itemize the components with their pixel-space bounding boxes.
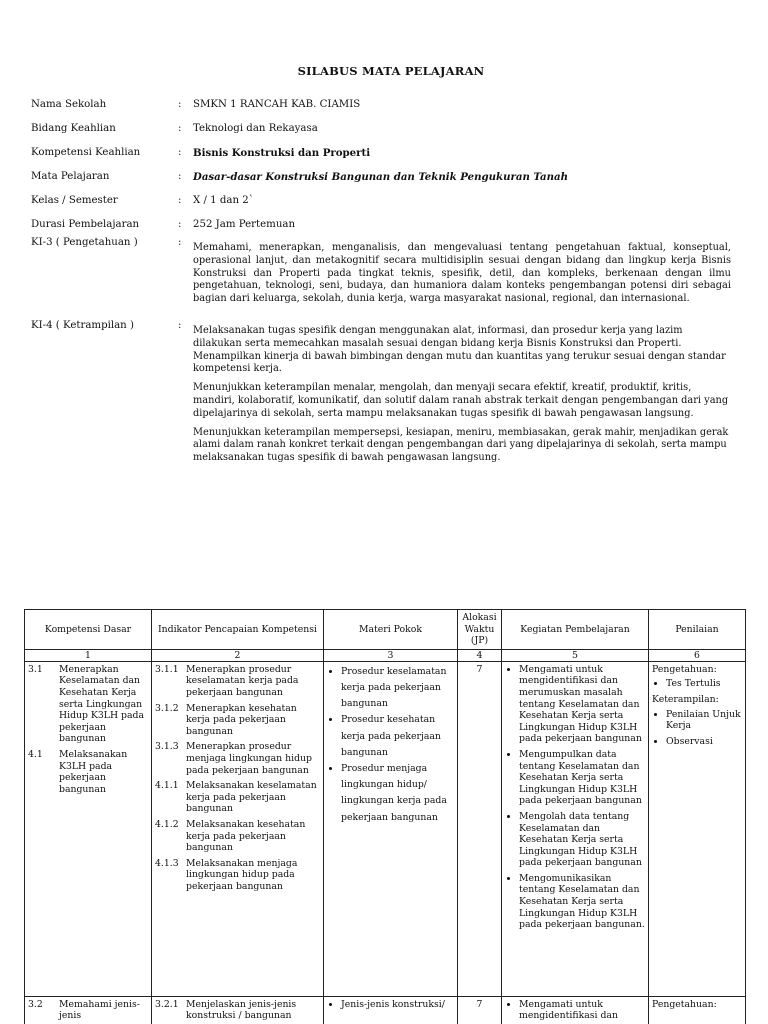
- info-value: X / 1 dan 2`: [193, 195, 254, 206]
- cell-kompetensi-dasar: [25, 661, 152, 996]
- kd-number: 3.1: [28, 663, 43, 675]
- list-item: • Mengomunikasikan tentang Keselamatan dan Kesehatan Kerja serta Lingkungan Hidup K3LH pada pekerjaan bangunan.: [519, 873, 645, 931]
- indicator-text: Melaksanakan menjaga lingkungan hidup pada pekerjaan bangunan: [186, 857, 298, 892]
- kd-item: [28, 999, 148, 1022]
- cell-penilaian: [649, 661, 746, 996]
- document-title: SILABUS MATA PELAJARAN: [297, 64, 485, 78]
- ki4-paragraph: Menunjukkan keterampilan mempersepsi, kesiapan, meniru, membiasakan, gerak mahir, menjadikan gerak alami dalam ranah konkret terkait dengan pengembangan dari yang dipelajarinya di sekolah, serta mampu melaksanakan tugas spesifik di bawah pengawasan langsung.: [193, 426, 729, 464]
- list-item: • Prosedur menjaga lingkungan hidup/ lingkungan kerja pada pekerjaan bangunan: [341, 761, 454, 826]
- kegiatan-list: [505, 664, 645, 931]
- table-row: [25, 996, 746, 1024]
- indicator-number: 4.1.2: [155, 818, 179, 830]
- info-value: Dasar-dasar Konstruksi Bangunan dan Teknik Pengukuran Tanah: [193, 171, 569, 183]
- indicator-number: 3.1.2: [155, 702, 179, 714]
- info-colon: :: [178, 237, 182, 248]
- cell-alokasi-waktu: 7: [458, 996, 502, 1024]
- materi-list: [327, 999, 454, 1011]
- cell-penilaian: [649, 996, 746, 1024]
- indicator-number: 3.1.3: [155, 741, 179, 753]
- ki3-text: [193, 242, 731, 312]
- penilaian-pengetahuan-list: [652, 678, 742, 690]
- list-item: • Penilaian Unjuk Kerja: [666, 709, 742, 732]
- info-label: Nama Sekolah: [31, 99, 107, 110]
- header-materi-pokok: Materi Pokok: [324, 610, 458, 650]
- cell-kegiatan: [502, 661, 649, 996]
- indicator-item: [155, 819, 320, 854]
- header-alokasi-waktu: Alokasi Waktu (JP): [458, 610, 502, 650]
- table-header-row: [25, 610, 746, 650]
- list-item: • Prosedur keselamatan kerja pada pekerjaan bangunan: [341, 664, 454, 713]
- kd-text: Melaksanakan K3LH pada pekerjaan bangunan: [59, 748, 128, 795]
- info-colon: :: [178, 219, 182, 230]
- penilaian-pengetahuan-label: Pengetahuan:: [652, 998, 717, 1010]
- header-kompetensi-dasar: Kompetensi Dasar: [25, 610, 152, 650]
- kd-text: Memahami jenis-jenis: [59, 998, 140, 1022]
- indicator-number: 3.2.1: [155, 998, 179, 1010]
- cell-indikator: [152, 661, 324, 996]
- table-number-row: [25, 649, 746, 661]
- indicator-text: Menerapkan kesehatan kerja pada pekerjaan bangunan: [186, 702, 297, 737]
- cell-alokasi-waktu: 7: [458, 661, 502, 996]
- column-number: 3: [324, 649, 458, 661]
- syllabus-table: [24, 609, 746, 1024]
- list-item: • Mengamati untuk mengidentifikasi dan merumuskan masalah tentang Keselamatan dan Kesehatan Kerja serta Lingkungan Hidup K3LH pada pekerjaan bangunan: [519, 664, 645, 745]
- info-colon: :: [178, 195, 182, 206]
- info-label: Durasi Pembelajaran: [31, 219, 140, 230]
- column-number: 2: [152, 649, 324, 661]
- column-number: 4: [458, 649, 502, 661]
- kd-number: 3.2: [28, 998, 43, 1010]
- info-value: Teknologi dan Rekayasa: [193, 123, 318, 134]
- cell-materi-pokok: [324, 661, 458, 996]
- kd-text: Menerapkan Keselamatan dan Kesehatan Kerja serta Lingkungan Hidup K3LH pada pekerjaan bangunan: [59, 663, 145, 745]
- materi-list: [327, 664, 454, 826]
- header-indikator: Indikator Pencapaian Kompetensi: [152, 610, 324, 650]
- info-label: Mata Pelajaran: [31, 171, 110, 182]
- ki3-label: KI-3 ( Pengetahuan ): [31, 237, 138, 248]
- indicator-text: Menerapkan prosedur keselamatan kerja pada pekerjaan bangunan: [186, 663, 299, 698]
- info-colon: :: [178, 320, 182, 331]
- column-number: 5: [502, 649, 649, 661]
- indicator-text: Menerapkan prosedur menjaga lingkungan hidup pada pekerjaan bangunan: [186, 741, 312, 776]
- info-label: Kelas / Semester: [31, 195, 118, 206]
- kegiatan-list: [505, 999, 645, 1022]
- indicator-item: [155, 858, 320, 893]
- header-penilaian: Penilaian: [649, 610, 746, 650]
- info-label: Kompetensi Keahlian: [31, 147, 141, 158]
- info-colon: :: [178, 123, 182, 134]
- penilaian-keterampilan-list: [652, 709, 742, 748]
- header-kegiatan: Kegiatan Pembelajaran: [502, 610, 649, 650]
- list-item: • Tes Tertulis: [666, 678, 742, 690]
- table-row: [25, 661, 746, 996]
- ki4-paragraph: Menunjukkan keterampilan menalar, mengolah, dan menyaji secara efektif, kreatif, produktif, kritis, mandiri, kolaboratif, komunikatif, dan solutif dalam ranah abstrak terkait dengan pengembangan dari yang dipelajarinya di sekolah, serta mampu melaksanakan tugas spesifik di bawah pengawasan langsung.: [193, 382, 729, 419]
- ki3-paragraph: Memahami, menerapkan, menganalisis, dan mengevaluasi tentang pengetahuan faktual, konseptual, operasional lanjut, dan metakognitif secara multidisiplin sesuai dengan bidang dan lingkup kerja Bisnis Konstruksi dan Properti pada tingkat teknis, spesifik, detil, dan kompleks, berkenaan dengan ilmu pengetahuan, teknologi, seni, budaya, dan humaniora dalam konteks pengembangan potensi diri sebagai bagian dari keluarga, sekolah, dunia kerja, warga masyarakat nasional, regional, dan internasional.: [193, 242, 731, 305]
- indicator-item: [155, 780, 320, 815]
- column-number: 1: [25, 649, 152, 661]
- ki4-paragraph: Melaksanakan tugas spesifik dengan menggunakan alat, informasi, dan prosedur kerja yang lazim dilakukan serta memecahkan masalah sesuai dengan bidang kerja Bisnis Konstruksi dan Properti. Menampilkan kinerja di bawah bimbingan dengan mutu dan kuantitas yang terukur sesuai dengan standar kompetensi kerja.: [193, 325, 726, 375]
- kd-number: 4.1: [28, 748, 43, 760]
- list-item: • Mengamati untuk mengidentifikasi dan: [519, 999, 645, 1022]
- indicator-number: 4.1.3: [155, 857, 179, 869]
- list-item: • Jenis-jenis konstruksi/: [341, 999, 454, 1011]
- cell-materi-pokok: [324, 996, 458, 1024]
- indicator-text: Menjelaskan jenis-jenis konstruksi / bangunan: [186, 998, 297, 1022]
- info-colon: :: [178, 147, 182, 158]
- cell-kegiatan: [502, 996, 649, 1024]
- info-label: Bidang Keahlian: [31, 123, 116, 134]
- cell-kompetensi-dasar: [25, 996, 152, 1024]
- info-colon: :: [178, 99, 182, 110]
- ki4-text: [193, 325, 731, 471]
- info-value: Bisnis Konstruksi dan Properti: [193, 147, 371, 159]
- indicator-number: 3.1.1: [155, 663, 179, 675]
- kd-item: [28, 749, 148, 795]
- penilaian-pengetahuan-label: Pengetahuan:: [652, 663, 717, 675]
- list-item: • Mengumpulkan data tentang Keselamatan dan Kesehatan Kerja serta Lingkungan Hidup K3LH pada pekerjaan bangunan: [519, 749, 645, 807]
- list-item: • Prosedur kesehatan kerja pada pekerjaan bangunan: [341, 712, 454, 761]
- info-colon: :: [178, 171, 182, 182]
- indicator-item: [155, 999, 320, 1022]
- indicator-text: Melaksanakan kesehatan kerja pada pekerjaan bangunan: [186, 818, 306, 854]
- list-item: • Observasi: [666, 736, 742, 748]
- indicator-number: 4.1.1: [155, 780, 179, 792]
- indicator-text: Melaksanakan keselamatan kerja pada pekerjaan bangunan: [186, 780, 317, 815]
- indicator-item: [155, 664, 320, 699]
- indicator-item: [155, 703, 320, 738]
- column-number: 6: [649, 649, 746, 661]
- cell-indikator: [152, 996, 324, 1024]
- penilaian-keterampilan-label: Keterampilan:: [652, 693, 719, 705]
- kd-item: [28, 664, 148, 745]
- ki4-label: KI-4 ( Ketrampilan ): [31, 320, 134, 331]
- list-item: • Mengolah data tentang Keselamatan dan Kesehatan Kerja serta Lingkungan Hidup K3LH pada pekerjaan bangunan: [519, 811, 645, 869]
- info-value: SMKN 1 RANCAH KAB. CIAMIS: [193, 99, 361, 110]
- indicator-item: [155, 741, 320, 776]
- info-value: 252 Jam Pertemuan: [193, 219, 296, 230]
